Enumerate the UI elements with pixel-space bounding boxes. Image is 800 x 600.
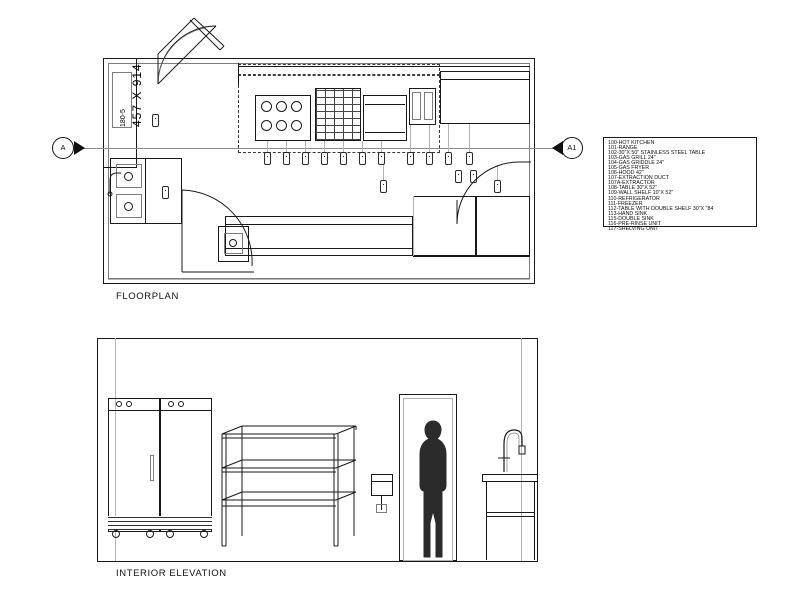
appliance-louver-base <box>108 516 212 530</box>
elevation-ceiling-line <box>97 338 537 339</box>
hand-sink-drain <box>229 239 237 247</box>
sink-undershelf <box>486 512 534 513</box>
sink-divider <box>145 158 146 224</box>
legend-item: 106-HOOD 42" <box>608 170 644 177</box>
human-figure-scale <box>416 419 450 561</box>
legend-item: 103-GAS GRILL 24" <box>608 155 656 162</box>
leader-line <box>343 141 344 152</box>
elevation-left-wall <box>97 338 98 562</box>
fridge-handle <box>150 455 154 481</box>
legend-item: 111-FREEZER <box>608 200 643 207</box>
caster <box>112 530 120 538</box>
leader-line <box>305 141 306 152</box>
elevation-shelving-unit <box>216 424 362 554</box>
shelf-line <box>225 248 413 249</box>
fryer-basket <box>424 92 433 120</box>
pre-rinse-unit-plan <box>106 170 124 196</box>
legend-item: 116-PRE-RINSE UNIT <box>608 220 661 227</box>
equipment-tag[interactable] <box>378 152 385 165</box>
equipment-tag[interactable] <box>407 152 414 165</box>
elevation-right-wall <box>537 338 538 562</box>
freezer-header-line <box>160 410 212 411</box>
section-cut-line <box>78 148 560 149</box>
leader-line <box>410 125 411 152</box>
equipment-tag[interactable] <box>359 152 366 165</box>
legend-item: 104-GAS GRIDDLE 24" <box>608 160 665 167</box>
table-double-shelf <box>225 216 413 256</box>
freezer-dial <box>168 401 174 407</box>
equipment-tag[interactable] <box>380 180 387 193</box>
floorplan-title: FLOORPLAN <box>116 291 179 302</box>
sink-undershelf <box>486 516 534 517</box>
fridge-header-line <box>108 410 160 411</box>
equipment-legend <box>603 137 757 232</box>
appliance-base-line <box>413 256 530 257</box>
fridge-dial <box>126 401 132 407</box>
hand-sink-bowl <box>376 504 387 513</box>
fridge-dial <box>116 401 122 407</box>
leader-line <box>448 124 449 152</box>
section-mark-left[interactable]: A <box>52 137 74 159</box>
equipment-tag[interactable] <box>302 152 309 165</box>
range-burner <box>261 120 272 131</box>
sink-drain <box>124 202 133 211</box>
equipment-tag[interactable] <box>264 152 271 165</box>
sink-leg <box>486 482 487 560</box>
leader-line <box>469 124 470 152</box>
range-burner <box>276 101 287 112</box>
gas-griddle <box>363 95 407 141</box>
section-arrow-left <box>74 141 85 155</box>
sink-drain <box>124 172 133 181</box>
legend-item: 117-SHELVING UNIT <box>608 225 659 232</box>
range-burner <box>276 120 287 131</box>
legend-item: 109-WALL SHELF 10"X 52" <box>608 190 674 197</box>
elevation-floor-line <box>97 561 537 562</box>
section-arrow-right <box>552 141 563 155</box>
plan-title-dimension-1: 457 X 914 <box>130 63 144 127</box>
equipment-tag[interactable] <box>152 114 159 127</box>
legend-item: 112-TABLE WITH DOUBLE SHELF 30"X "84 <box>608 205 714 212</box>
griddle-line <box>365 104 405 105</box>
elevation-pre-rinse-unit <box>486 424 530 474</box>
hand-sink-line <box>371 481 393 482</box>
caster <box>146 530 154 538</box>
legend-item: 115-DOUBLE SINK <box>608 215 654 222</box>
range-burner <box>291 120 302 131</box>
section-mark-right[interactable]: A1 <box>561 137 583 159</box>
shelf-line <box>225 224 413 225</box>
table-edge-line <box>440 79 530 80</box>
floor-base-line <box>108 279 530 280</box>
equipment-tag[interactable] <box>283 152 290 165</box>
plan-title-dimension-2: 180-5 <box>120 109 127 127</box>
partition-line <box>238 63 239 85</box>
legend-item: 101-RANGE <box>608 145 638 152</box>
legend-item: 110-REFRIGERATOR <box>608 195 660 202</box>
elevation-freezer <box>160 398 212 532</box>
range-burner <box>261 101 272 112</box>
leader-line <box>362 141 363 152</box>
legend-item: 107A-EXTRACTOR <box>608 180 655 187</box>
range-burner <box>291 101 302 112</box>
gas-grill <box>315 88 361 141</box>
equipment-tag[interactable] <box>321 152 328 165</box>
caster <box>200 530 208 538</box>
griddle-line <box>365 132 405 133</box>
elevation-double-sink-top <box>482 474 538 482</box>
equipment-tag[interactable] <box>445 152 452 165</box>
equipment-tag[interactable] <box>340 152 347 165</box>
wall-shelf-line <box>238 66 530 67</box>
fryer-basket <box>412 92 421 120</box>
legend-item: 100-HOT KITCHEN <box>608 140 655 146</box>
equipment-tag[interactable] <box>426 152 433 165</box>
door-swing-right <box>455 160 533 226</box>
freezer-dial <box>178 401 184 407</box>
elevation-title: INTERIOR ELEVATION <box>116 568 227 579</box>
leader-line <box>381 141 382 152</box>
leader-line <box>286 141 287 152</box>
caster <box>166 530 174 538</box>
leader-line <box>429 125 430 152</box>
legend-item: 105-GAS FRYER <box>608 165 650 172</box>
legend-item: 102-30"X 50" STAINLESS STEEL TABLE <box>608 150 706 157</box>
legend-item: 113-HAND SINK <box>608 210 648 217</box>
leader-line <box>267 141 268 152</box>
leader-line <box>383 165 384 180</box>
legend-item: 108-TABLE 30"X 52" <box>608 185 658 192</box>
legend-item: 107-EXTRACTION DUCT <box>608 175 669 182</box>
leader-line <box>324 141 325 152</box>
elevation-hand-sink <box>371 474 393 496</box>
partition-line <box>413 196 414 256</box>
sink-leg <box>534 482 535 560</box>
